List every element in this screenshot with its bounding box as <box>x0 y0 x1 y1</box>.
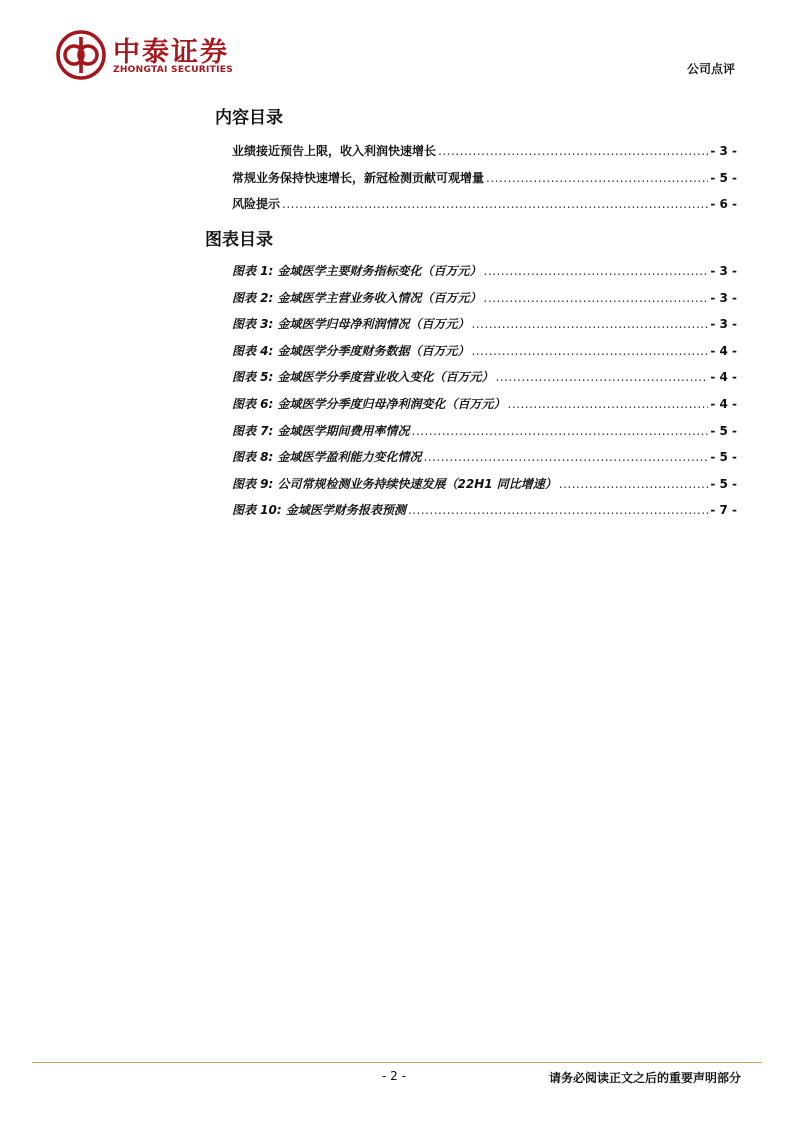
figures-title: 图表目录 <box>205 230 273 250</box>
figure-item[interactable]: 图表 6: 金域医学分季度归母净利润变化（百万元） ..... - 4 - <box>232 395 737 422</box>
contents-item[interactable]: 业绩接近预告上限，收入利润快速增长 ..... - 3 - <box>232 142 737 169</box>
page-header <box>0 0 793 90</box>
contents-list <box>232 142 737 222</box>
contents-title: 内容目录 <box>215 108 283 128</box>
contents-item[interactable]: 常规业务保持快速增长，新冠检测贡献可观增量 ..... - 5 - <box>232 169 737 196</box>
brand-name-en: ZHONGTAI SECURITIES <box>113 65 233 75</box>
figure-item[interactable]: 图表 3: 金域医学归母净利润情况（百万元） ..... - 3 - <box>232 315 737 342</box>
figure-item[interactable]: 图表 1: 金域医学主要财务指标变化（百万元） ..... - 3 - <box>232 262 737 289</box>
brand-name-cn: 中泰证券 <box>113 37 229 68</box>
figure-item[interactable]: 图表 2: 金域医学主营业务收入情况（百万元） ..... - 3 - <box>232 289 737 316</box>
footer-divider <box>32 1062 762 1063</box>
document-type-label: 公司点评 <box>686 62 735 76</box>
zhongtai-logo-icon <box>56 30 106 80</box>
contents-item[interactable]: 风险提示 ..... - 6 - <box>232 195 737 222</box>
figure-item[interactable]: 图表 9: 公司常规检测业务持续快速发展（22H1 同比增速） ..... - 5 - <box>232 475 737 502</box>
figure-item[interactable]: 图表 10: 金域医学财务报表预测 ..... - 7 - <box>232 501 737 528</box>
figure-item[interactable]: 图表 8: 金域医学盈利能力变化情况 ..... - 5 - <box>232 448 737 475</box>
figure-item[interactable]: 图表 4: 金域医学分季度财务数据（百万元） ..... - 4 - <box>232 342 737 369</box>
page-number: - 2 - <box>382 1069 406 1083</box>
figure-item[interactable]: 图表 7: 金域医学期间费用率情况 ..... - 5 - <box>232 422 737 449</box>
footer-disclaimer: 请务必阅读正文之后的重要声明部分 <box>548 1071 741 1085</box>
figure-item[interactable]: 图表 5: 金域医学分季度营业收入变化（百万元） ..... - 4 - <box>232 368 737 395</box>
figures-list <box>232 262 737 528</box>
